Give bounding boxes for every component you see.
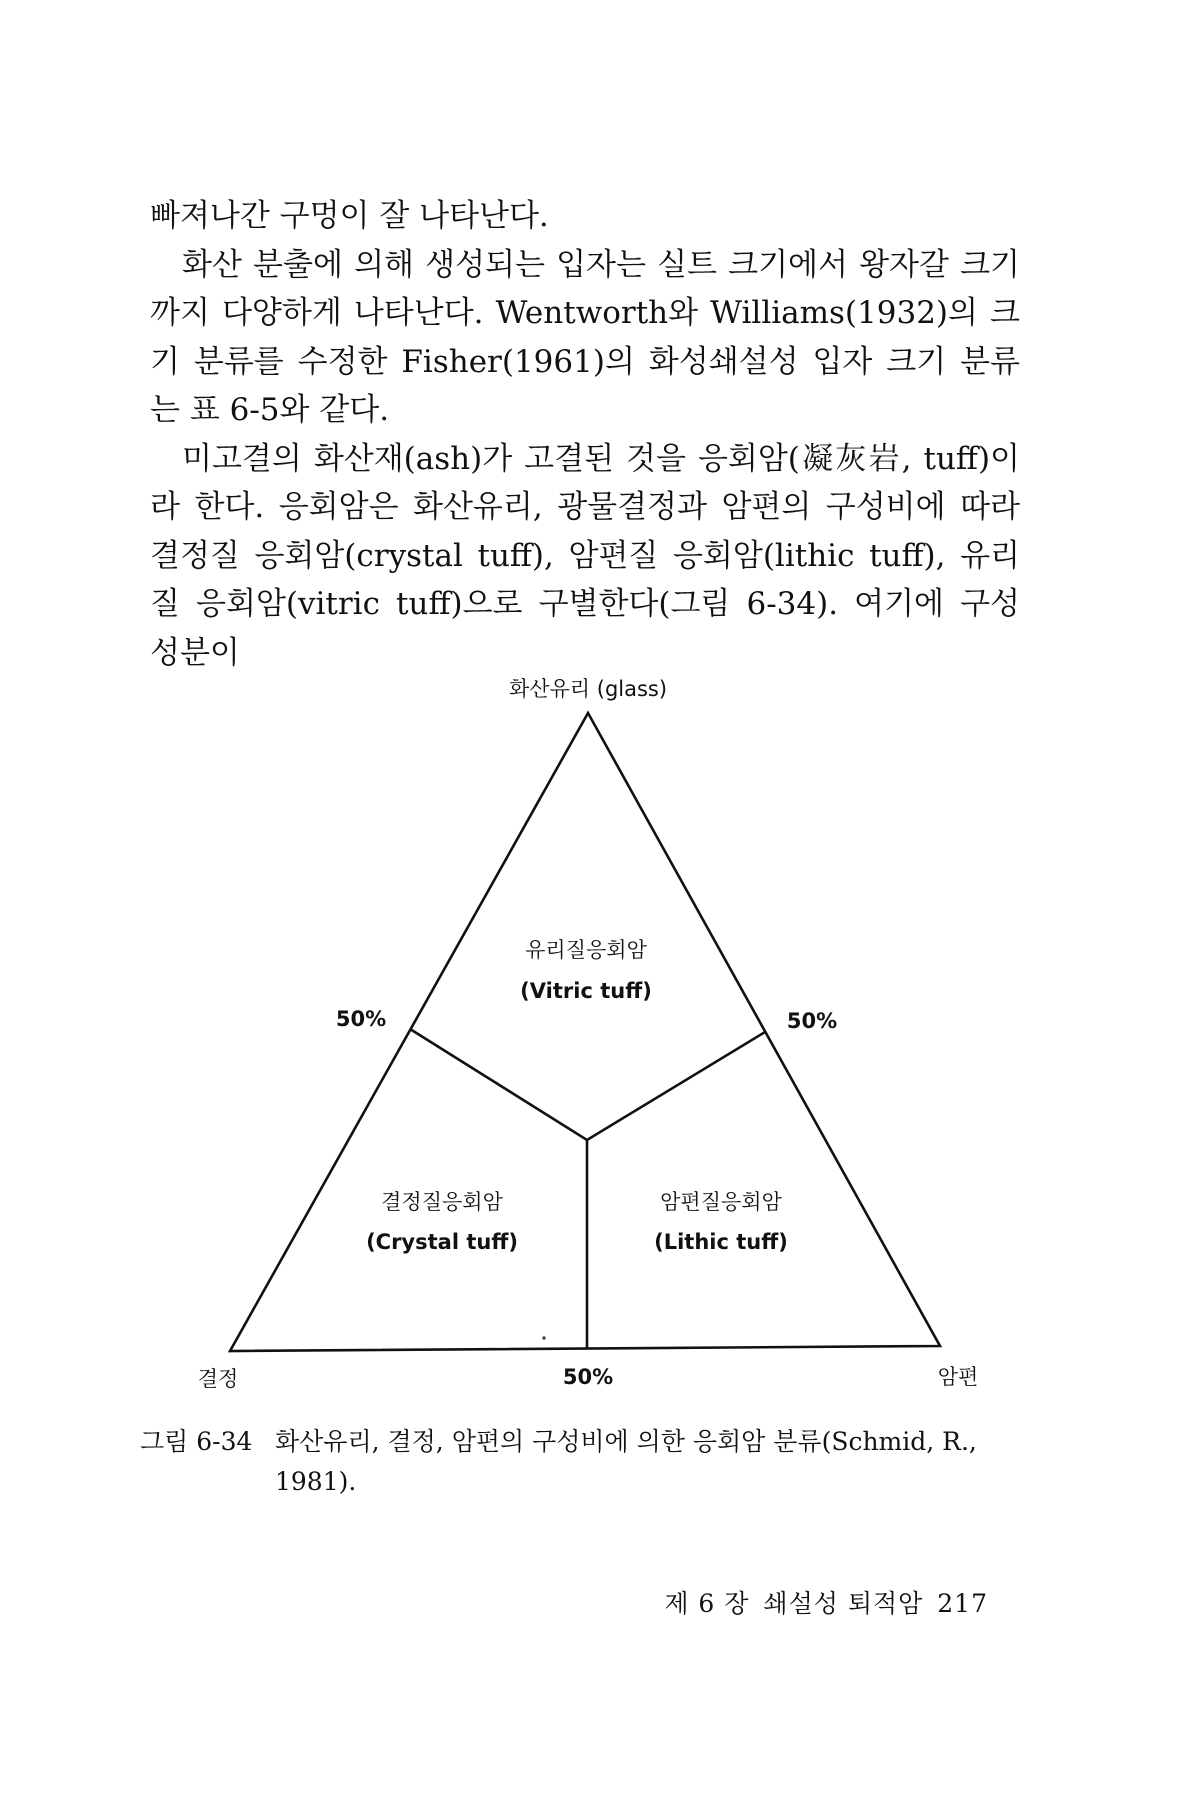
footer-chapter: 제 6 장 bbox=[664, 1589, 750, 1618]
apex-crystal-label: 결정 bbox=[197, 1367, 239, 1391]
paragraph-2: 화산 분출에 의해 생성되는 입자는 실트 크기에서 왕자갈 크기까지 다양하게 나타난다. Wentworth와 Williams(1932)의 크기 분류를 수정한 Fisher(1961)의 화성쇄설성 입자 크기 분류는 표 6-5와 같다. bbox=[150, 246, 1020, 428]
footer-title: 쇄설성 퇴적암 bbox=[763, 1589, 924, 1618]
figure-caption bbox=[140, 1422, 1020, 1502]
crystal-tuff-ko: 결정질응회암 bbox=[381, 1190, 503, 1214]
apex-lithic-label: 암편 bbox=[937, 1365, 979, 1389]
pct-right-label: 50% bbox=[786, 1009, 838, 1033]
vitric-tuff-ko: 유리질응회암 bbox=[525, 938, 647, 962]
caption-text: 화산유리, 결정, 암편의 구성비에 의한 응회암 분류(Schmid, R., 1981). bbox=[275, 1427, 977, 1496]
crystal-tuff-en: (Crystal tuff) bbox=[366, 1230, 518, 1254]
boundary-upper bbox=[410, 1029, 765, 1140]
vitric-tuff-en: (Vitric tuff) bbox=[520, 979, 652, 1003]
page-footer bbox=[650, 1584, 988, 1620]
speck-mark bbox=[542, 1336, 545, 1339]
page-number: 217 bbox=[937, 1589, 988, 1618]
caption-number: 그림 6-34 bbox=[140, 1427, 253, 1456]
pct-bottom-label: 50% bbox=[562, 1365, 614, 1389]
lithic-tuff-en: (Lithic tuff) bbox=[654, 1230, 788, 1254]
paragraph-1: 빠져나간 구멍이 잘 나타난다. bbox=[150, 198, 549, 234]
pct-left-label: 50% bbox=[335, 1007, 387, 1031]
lithic-tuff-ko: 암편질응회암 bbox=[660, 1190, 782, 1214]
paragraph-3: 미고결의 화산재(ash)가 고결된 것을 응회암(凝灰岩, tuff)이라 한다. 응회암은 화산유리, 광물결정과 암편의 구성비에 따라 결정질 응회암(crystal tuff), 암편질 응회암(lithic tuff), 유리질 응회암(vitric tuff)으로 구별한다(그림 6-34). 여기에 구성 성분이 bbox=[150, 440, 1020, 671]
apex-glass-label: 화산유리 (glass) bbox=[508, 677, 668, 701]
